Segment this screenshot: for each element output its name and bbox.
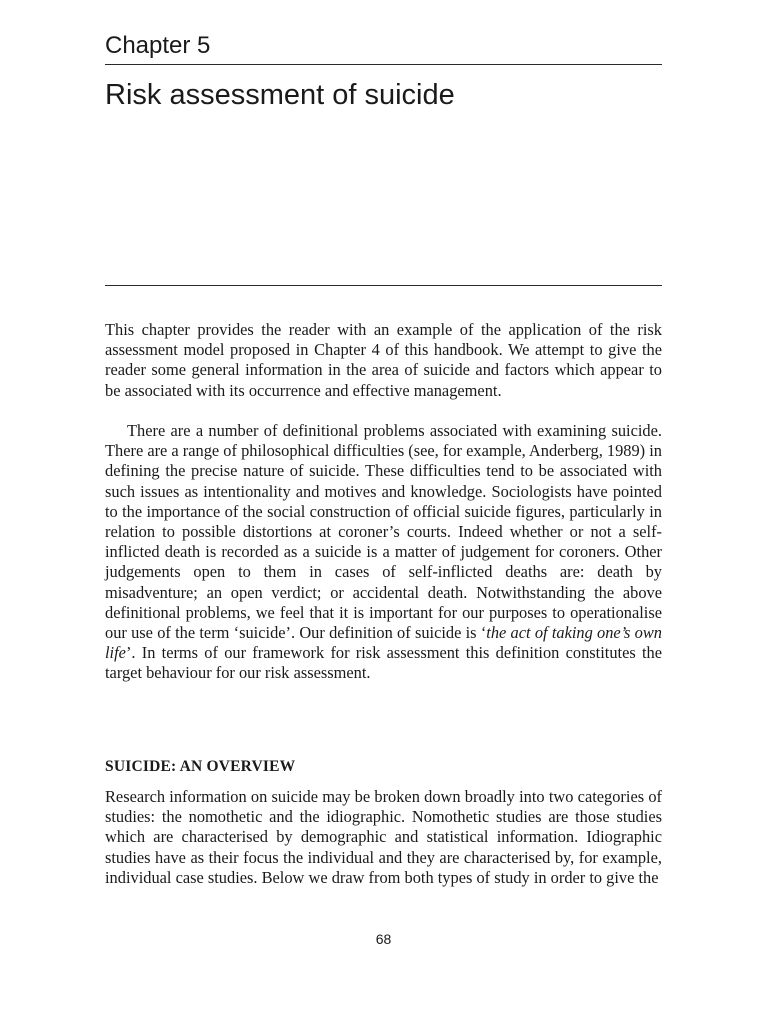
section-heading: SUICIDE: AN OVERVIEW (105, 758, 296, 775)
chapter-top-rule (105, 64, 662, 65)
intro-paragraph-1 (105, 320, 662, 401)
chapter-label: Chapter 5 (105, 32, 211, 59)
intro-paragraph-2-part2: ’. In terms of our framework for risk assessment this definition constitutes the target behaviour for our risk assessment. (105, 643, 662, 683)
section-paragraph-1 (105, 787, 662, 888)
intro-paragraph-2 (105, 421, 662, 684)
book-page (105, 0, 662, 1024)
section-paragraph-1-text: Research information on suicide may be broken down broadly into two categories of studies: the nomothetic and the idiographic. Nomothetic studies are those studies which are characterised by demographic and statistical information. Idiographic studies have as their focus the individual and they are characterised by, for example, individual case studies. Below we draw from both types of study in order to give the (105, 787, 662, 887)
intro-paragraph-2-part1: There are a number of definitional problems associated with examining suicide. There are a range of philosophical difficulties (see, for example, Anderberg, 1989) in defining the precise nature of suicide. These difficulties tend to be associated with such issues as intentionality and motives and knowledge. Sociologists have pointed to the importance of the social construction of official suicide figures, particularly in relation to possible distortions at coroner’s courts. Indeed whether or not a self-inflicted death is recorded as a suicide is a matter of judgement for coroners. Other judgements open to them in cases of self-inflicted deaths are: death by misadventure; an open verdict; or accidental death. Notwithstanding the above definitional problems, we feel that it is important for our purposes to operationalise our use of the term ‘suicide’. Our definition of suicide is ‘ (105, 421, 662, 643)
intro-paragraph-2-text (105, 421, 662, 684)
page-number: 68 (375, 931, 392, 947)
chapter-title: Risk assessment of suicide (105, 79, 455, 111)
intro-paragraph-1-text: This chapter provides the reader with an example of the application of the risk assessment model proposed in Chapter 4 of this handbook. We attempt to give the reader some general information in the area of suicide and factors which appear to be associated with its occurrence and effective management. (105, 320, 662, 400)
chapter-bottom-rule (105, 285, 662, 286)
suicide-definition: the act of taking one’s own life (105, 623, 662, 663)
